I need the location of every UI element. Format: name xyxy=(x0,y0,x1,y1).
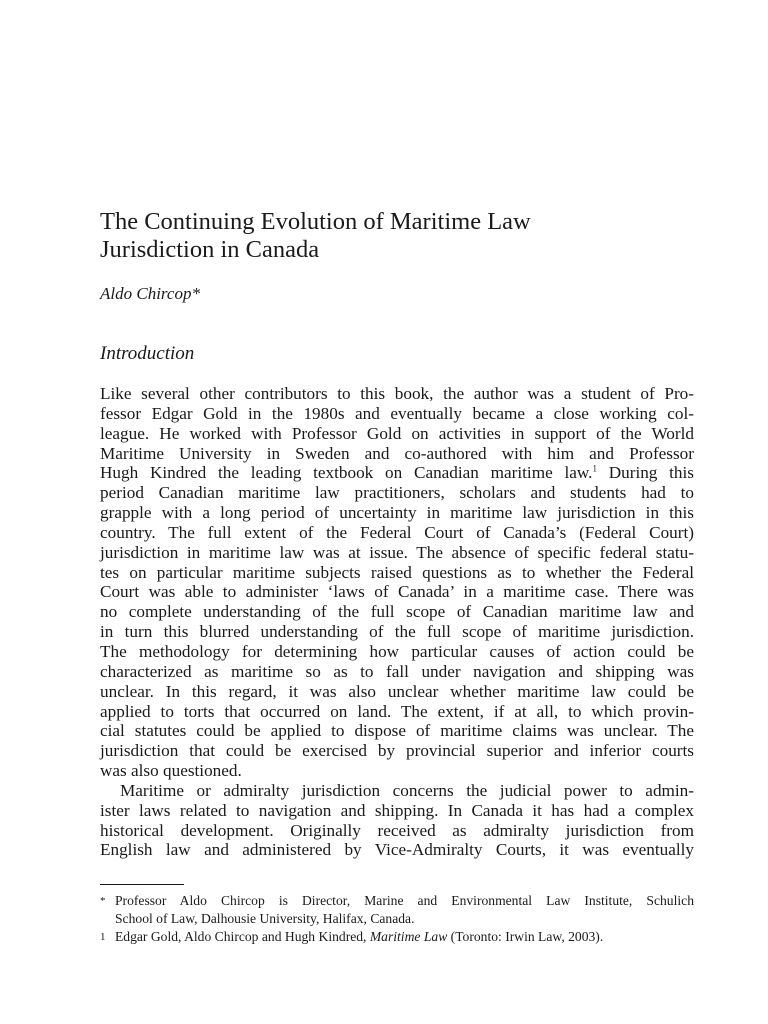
document-page xyxy=(100,0,694,1024)
body-line: historical development. Originally received as admiralty jurisdiction from xyxy=(100,820,694,840)
footnote-1 xyxy=(100,928,694,946)
footnote-book-title: Maritime Law xyxy=(369,929,448,944)
body-line: no complete understanding of the full scope of Canadian maritime law and xyxy=(100,602,694,622)
footnote-text: (Toronto: Irwin Law, 2003). xyxy=(447,929,604,944)
body-line: characterized as maritime so as to fall under navigation and shipping was xyxy=(100,661,694,681)
body-line: Maritime University in Sweden and co-authored with him and Professor xyxy=(100,443,694,463)
footnote-divider xyxy=(100,884,184,885)
body-line: grapple with a long period of uncertainty in maritime law jurisdiction in this xyxy=(100,503,694,523)
footnote-reference[interactable]: 1 xyxy=(592,463,597,474)
body-line-paragraph-start: Maritime or admiralty jurisdiction concerns the judicial power to admin- xyxy=(120,780,694,800)
body-text xyxy=(100,384,694,860)
body-line-text: Hugh Kindred the leading textbook on Canadian maritime law. xyxy=(100,463,593,483)
body-line: league. He worked with Professor Gold on activities in support of the World xyxy=(100,423,694,443)
footnote-marker: 1 xyxy=(100,931,106,943)
body-line: ister laws related to navigation and shipping. In Canada it has had a complex xyxy=(100,800,694,820)
body-line: unclear. In this regard, it was also unclear whether maritime law could be xyxy=(100,681,694,701)
footnote-text: Edgar Gold, Aldo Chircop and Hugh Kindred, xyxy=(115,929,370,944)
section-heading: Introduction xyxy=(100,343,195,364)
body-line: cial statutes could be applied to dispose of maritime claims was unclear. The xyxy=(100,721,694,741)
chapter-title-line-2: Jurisdiction in Canada xyxy=(100,236,320,263)
chapter-title-line-1: The Continuing Evolution of Maritime Law xyxy=(100,208,531,235)
body-line: period Canadian maritime law practitioners, scholars and students had to xyxy=(100,483,694,503)
footnote-marker: * xyxy=(100,895,106,907)
body-line: The methodology for determining how particular causes of action could be xyxy=(100,641,694,661)
body-line: Court was able to administer ‘laws of Canada’ in a maritime case. There was xyxy=(100,582,694,602)
footnote-line: School of Law, Dalhousie University, Halifax, Canada. xyxy=(115,911,415,926)
body-line: country. The full extent of the Federal Court of Canada’s (Federal Court) xyxy=(100,522,694,542)
footnote-line xyxy=(115,928,694,946)
body-line: jurisdiction that could be exercised by provincial superior and inferior courts xyxy=(100,741,694,761)
body-line: applied to torts that occurred on land. The extent, if at all, to which provin- xyxy=(100,701,694,721)
author-name: Aldo Chircop* xyxy=(100,284,200,303)
body-line: jurisdiction in maritime law was at issue. The absence of specific federal statu- xyxy=(100,542,694,562)
body-line-with-footnote xyxy=(100,463,694,483)
body-line: in turn this blurred understanding of the full scope of maritime jurisdiction. xyxy=(100,622,694,642)
body-line: English law and administered by Vice-Admiralty Courts, it was eventually xyxy=(100,840,694,860)
body-line: Like several other contributors to this book, the author was a student of Pro- xyxy=(100,384,694,403)
body-line-tail: During this xyxy=(596,463,694,483)
footnote-line: Professor Aldo Chircop is Director, Marine and Environmental Law Institute, Schulich xyxy=(115,893,694,908)
body-line: tes on particular maritime subjects raised questions as to whether the Federal xyxy=(100,562,694,582)
chapter-title xyxy=(100,208,694,264)
body-line: was also questioned. xyxy=(100,761,242,781)
body-line: fessor Edgar Gold in the 1980s and eventually became a close working col- xyxy=(100,403,694,423)
footnote-author xyxy=(100,892,694,928)
footnotes xyxy=(100,892,694,946)
